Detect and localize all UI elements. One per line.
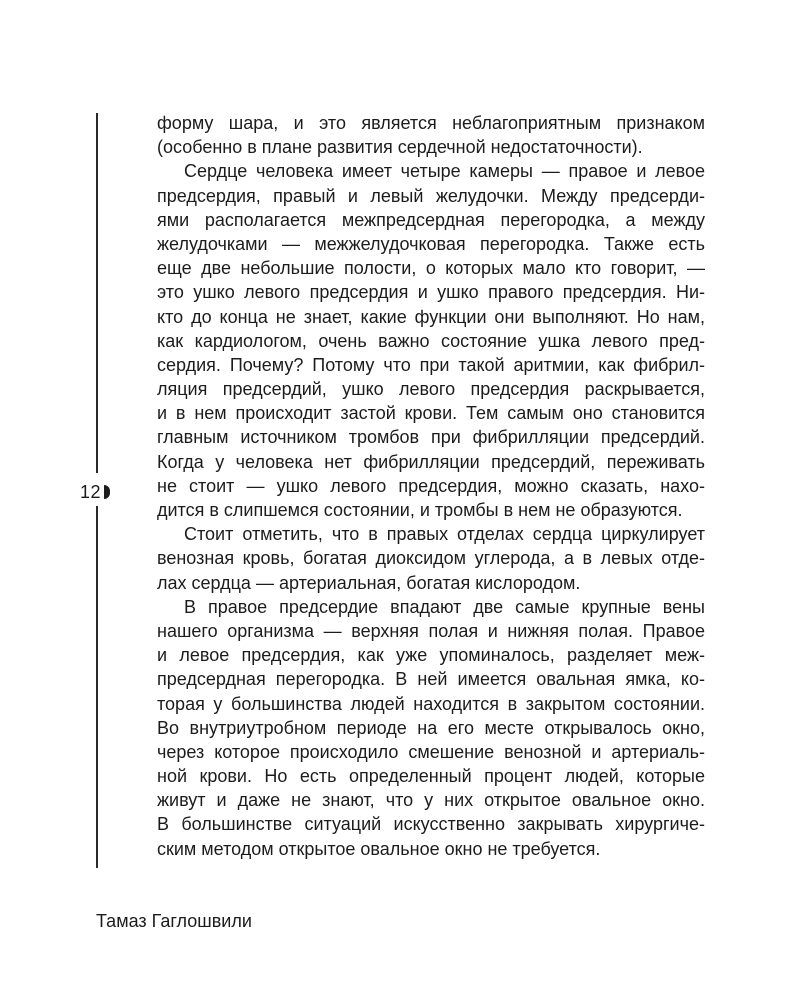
text-line: Во внутриутробном периоде на его месте открывалось окно, bbox=[157, 717, 705, 738]
text-line: и левое предсердия, как уже упоминалось, разделяет меж- bbox=[157, 645, 705, 666]
text-line: Когда у человека нет фибрилляции предсердий, переживать bbox=[157, 451, 705, 472]
text-line: и в нем происходит застой крови. Тем самым оно становится bbox=[157, 403, 705, 424]
text-line: это ушко левого предсердия и ушко правого предсердия. Ни- bbox=[157, 282, 705, 303]
margin-rule-bottom bbox=[96, 506, 98, 868]
text-line: через которое происходило смешение венозной и артериаль- bbox=[157, 741, 705, 762]
text-line: Стоит отметить, что в правых отделах сердца циркулирует bbox=[184, 524, 705, 545]
text-line: нашего организма — верхняя полая и нижняя полая. Правое bbox=[157, 620, 705, 641]
text-line: живут и даже не знают, что у них открытое овальное окно. bbox=[157, 790, 705, 811]
text-line: форму шара, и это является неблагоприятным признаком bbox=[157, 113, 705, 133]
text-line: желудочками — межжелудочковая перегородка. Также есть bbox=[157, 233, 705, 254]
text-line: еще две небольшие полости, о которых мало кто говорит, — bbox=[157, 258, 705, 279]
text-line: торая у большинства людей находится в закрытом состоянии. bbox=[157, 693, 705, 714]
text-line: ями располагается межпредсердная перегородка, а между bbox=[157, 209, 705, 230]
text-line: ским методом открытое овальное окно не требуется. bbox=[157, 838, 601, 859]
body-text bbox=[157, 111, 705, 861]
text-line: Сердце человека имеет четыре камеры — правое и левое bbox=[184, 161, 705, 182]
text-line: дится в слипшемся состоянии, и тромбы в нем не образуются. bbox=[157, 500, 683, 520]
text-line: не стоит — ушко левого предсердия, можно сказать, нахо- bbox=[157, 475, 705, 496]
text-line: как кардиологом, очень важно состояние ушка левого пред- bbox=[157, 330, 705, 351]
text-line: В большинстве ситуаций искусственно закрывать хирургиче- bbox=[157, 814, 705, 835]
text-line: ной крови. Но есть определенный процент людей, которые bbox=[157, 766, 705, 787]
text-line: предсердная перегородка. В ней имеется овальная ямка, ко- bbox=[157, 669, 705, 690]
text-line: (особенно в плане развития сердечной недостаточности). bbox=[157, 137, 643, 158]
text-line: лах сердца — артериальная, богатая кислородом. bbox=[157, 572, 581, 593]
author-name: Тамаз Гаглошвили bbox=[96, 911, 252, 931]
page-number-text: 12 bbox=[80, 482, 102, 502]
page-number bbox=[80, 481, 110, 503]
text-line: предсердия, правый и левый желудочки. Между предсерди- bbox=[157, 185, 705, 206]
half-circle-icon bbox=[104, 485, 110, 499]
text-line: кто до конца не знает, какие функции они выполняют. Но нам, bbox=[157, 306, 705, 327]
margin-rule-top bbox=[96, 113, 98, 473]
text-line: ляция предсердий, ушко левого предсердия раскрывается, bbox=[157, 379, 705, 400]
text-line: сердия. Почему? Потому что при такой аритмии, как фибрил- bbox=[157, 354, 705, 375]
text-line: В правое предсердие впадают две самые крупные вены bbox=[184, 596, 705, 617]
text-line: венозная кровь, богатая диоксидом углерода, а в левых отде- bbox=[157, 548, 705, 569]
text-line: главным источником тромбов при фибрилляции предсердий. bbox=[157, 427, 705, 448]
